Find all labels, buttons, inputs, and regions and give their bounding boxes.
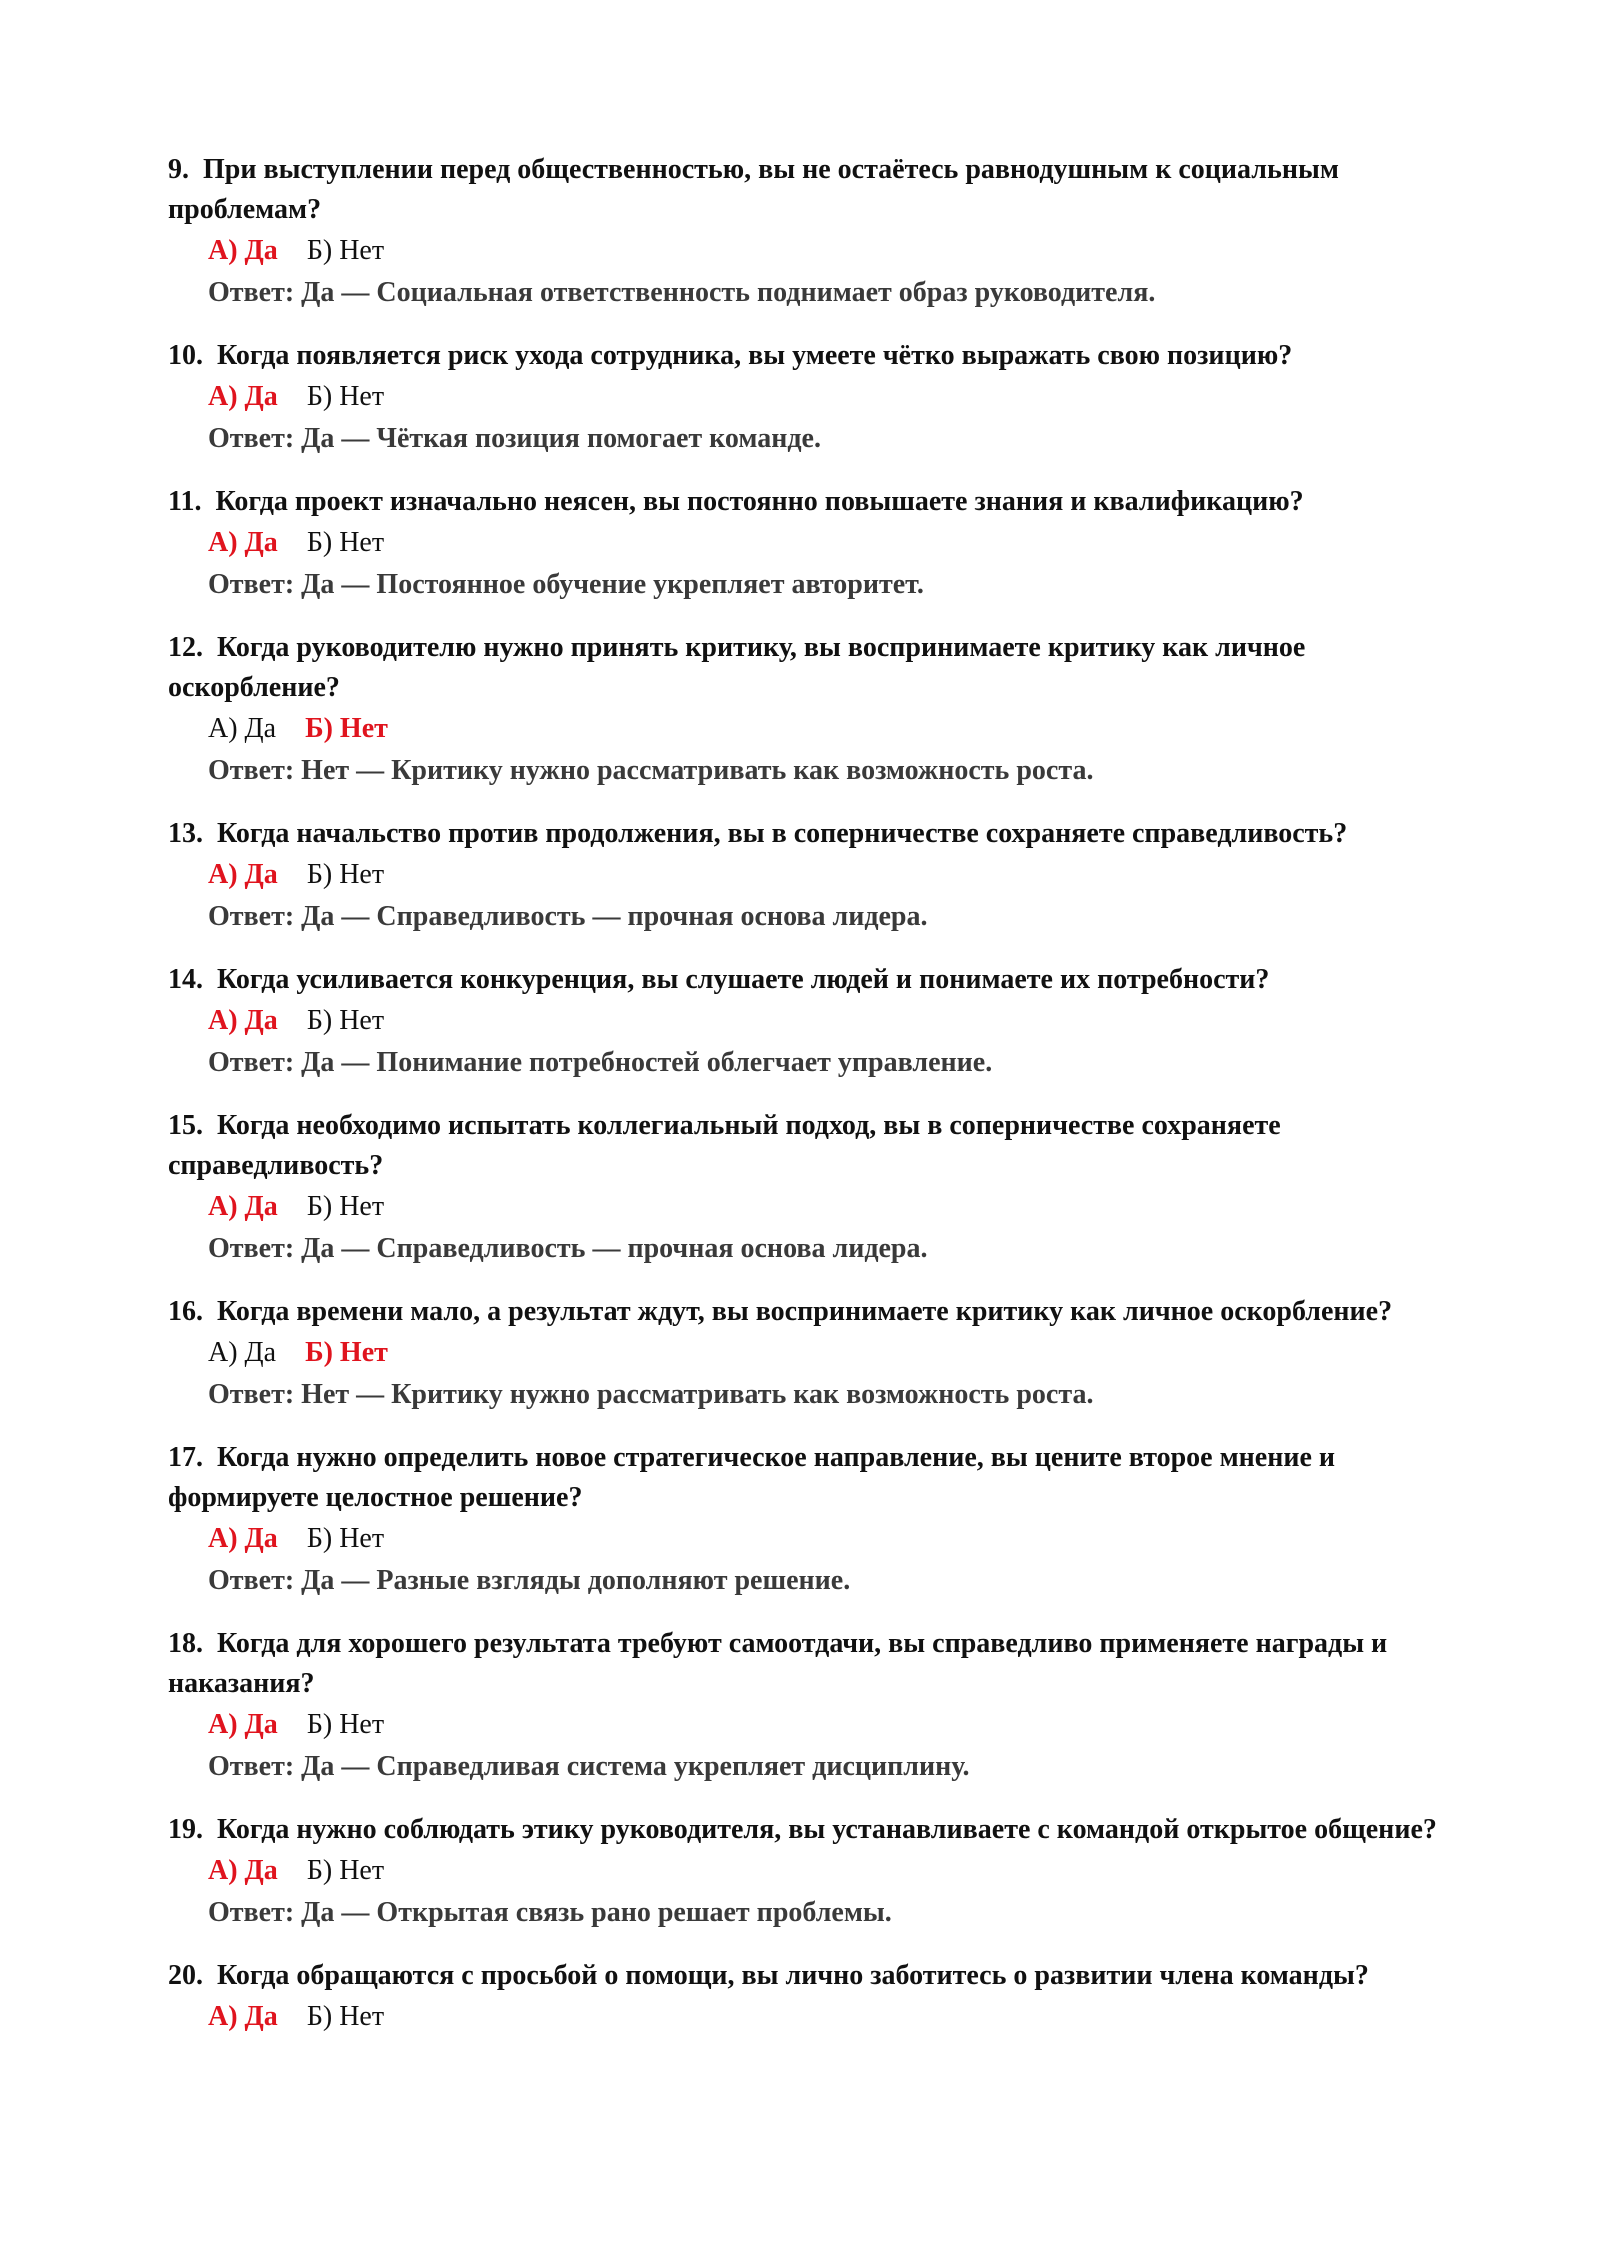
question-text: 11. Когда проект изначально неясен, вы постоянно повышаете знания и квалификацию?: [168, 482, 1438, 522]
options: [208, 1704, 1438, 1746]
option-a[interactable]: А) Да: [208, 2001, 278, 2032]
options: [208, 1518, 1438, 1560]
question-number: 18.: [168, 1628, 203, 1659]
options: [208, 1332, 1438, 1374]
option-a[interactable]: А) Да: [208, 1709, 278, 1740]
option-a[interactable]: А) Да: [208, 1855, 278, 1886]
answer-explanation: Ответ: Да — Справедливость — прочная основа лидера.: [208, 901, 928, 932]
option-b[interactable]: Б) Нет: [306, 2001, 385, 2032]
options: [208, 230, 1438, 272]
options: [208, 1000, 1438, 1042]
option-a[interactable]: А) Да: [208, 713, 277, 744]
options: [208, 708, 1438, 750]
question-text: 10. Когда появляется риск ухода сотрудника, вы умеете чётко выражать свою позицию?: [168, 336, 1438, 376]
option-b[interactable]: Б) Нет: [306, 527, 385, 558]
option-b[interactable]: Б) Нет: [306, 1523, 385, 1554]
option-b[interactable]: Б) Нет: [305, 713, 388, 744]
option-b[interactable]: Б) Нет: [306, 859, 385, 890]
option-a[interactable]: А) Да: [208, 1191, 278, 1222]
option-b[interactable]: Б) Нет: [306, 381, 385, 412]
answer-explanation: Ответ: Да — Справедливая система укрепляет дисциплину.: [208, 1751, 970, 1782]
question-text: 14. Когда усиливается конкуренция, вы слушаете людей и понимаете их потребности?: [168, 960, 1438, 1000]
question-17: [168, 1438, 1438, 1602]
question-18: [168, 1624, 1438, 1788]
question-9: [168, 150, 1438, 314]
answer-explanation: Ответ: Да — Справедливость — прочная основа лидера.: [208, 1233, 928, 1264]
question-number: 20.: [168, 1960, 203, 1991]
answer-explanation: Ответ: Да — Разные взгляды дополняют решение.: [208, 1565, 851, 1596]
options: [208, 1850, 1438, 1892]
option-a[interactable]: А) Да: [208, 235, 278, 266]
option-a[interactable]: А) Да: [208, 527, 278, 558]
option-b[interactable]: Б) Нет: [306, 235, 385, 266]
question-number: 12.: [168, 632, 203, 663]
option-a[interactable]: А) Да: [208, 1005, 278, 1036]
question-number: 15.: [168, 1110, 203, 1141]
quiz-page: [168, 150, 1438, 2060]
option-b[interactable]: Б) Нет: [305, 1337, 388, 1368]
question-19: [168, 1810, 1438, 1934]
options: [208, 522, 1438, 564]
options: [208, 376, 1438, 418]
question-number: 17.: [168, 1442, 203, 1473]
option-a[interactable]: А) Да: [208, 1523, 278, 1554]
option-b[interactable]: Б) Нет: [306, 1709, 385, 1740]
option-b[interactable]: Б) Нет: [306, 1855, 385, 1886]
option-a[interactable]: А) Да: [208, 1337, 277, 1368]
option-a[interactable]: А) Да: [208, 859, 278, 890]
question-text: 19. Когда нужно соблюдать этику руководителя, вы устанавливаете с командой открытое общение?: [168, 1810, 1438, 1850]
question-20: [168, 1956, 1438, 2038]
question-number: 13.: [168, 818, 203, 849]
question-10: [168, 336, 1438, 460]
question-text: 9. При выступлении перед общественностью, вы не остаётесь равнодушным к социальным проблемам?: [168, 150, 1438, 230]
question-text: 20. Когда обращаются с просьбой о помощи, вы лично заботитесь о развитии члена команды?: [168, 1956, 1438, 1996]
option-b[interactable]: Б) Нет: [306, 1005, 385, 1036]
option-b[interactable]: Б) Нет: [306, 1191, 385, 1222]
question-text: 17. Когда нужно определить новое стратегическое направление, вы цените второе мнение и формируете целостное решение?: [168, 1438, 1438, 1518]
question-14: [168, 960, 1438, 1084]
question-number: 9.: [168, 154, 189, 185]
question-text: 18. Когда для хорошего результата требуют самоотдачи, вы справедливо применяете награды и наказания?: [168, 1624, 1438, 1704]
question-13: [168, 814, 1438, 938]
question-15: [168, 1106, 1438, 1270]
answer-explanation: Ответ: Нет — Критику нужно рассматривать как возможность роста.: [208, 1379, 1094, 1410]
answer-explanation: Ответ: Да — Понимание потребностей облегчает управление.: [208, 1047, 993, 1078]
question-text: 13. Когда начальство против продолжения, вы в соперничестве сохраняете справедливость?: [168, 814, 1438, 854]
question-number: 11.: [168, 486, 202, 517]
answer-explanation: Ответ: Да — Социальная ответственность поднимает образ руководителя.: [208, 277, 1156, 308]
question-12: [168, 628, 1438, 792]
question-text: 15. Когда необходимо испытать коллегиальный подход, вы в соперничестве сохраняете справедливость?: [168, 1106, 1438, 1186]
question-number: 19.: [168, 1814, 203, 1845]
options: [208, 1186, 1438, 1228]
answer-explanation: Ответ: Да — Чёткая позиция помогает команде.: [208, 423, 821, 454]
question-text: 12. Когда руководителю нужно принять критику, вы воспринимаете критику как личное оскорбление?: [168, 628, 1438, 708]
question-number: 16.: [168, 1296, 203, 1327]
question-number: 10.: [168, 340, 203, 371]
question-number: 14.: [168, 964, 203, 995]
answer-explanation: Ответ: Да — Открытая связь рано решает проблемы.: [208, 1897, 892, 1928]
answer-explanation: Ответ: Да — Постоянное обучение укрепляет авторитет.: [208, 569, 924, 600]
options: [208, 854, 1438, 896]
question-16: [168, 1292, 1438, 1416]
question-11: [168, 482, 1438, 606]
question-text: 16. Когда времени мало, а результат ждут, вы воспринимаете критику как личное оскорбление?: [168, 1292, 1438, 1332]
options: [208, 1996, 1438, 2038]
answer-explanation: Ответ: Нет — Критику нужно рассматривать как возможность роста.: [208, 755, 1094, 786]
option-a[interactable]: А) Да: [208, 381, 278, 412]
